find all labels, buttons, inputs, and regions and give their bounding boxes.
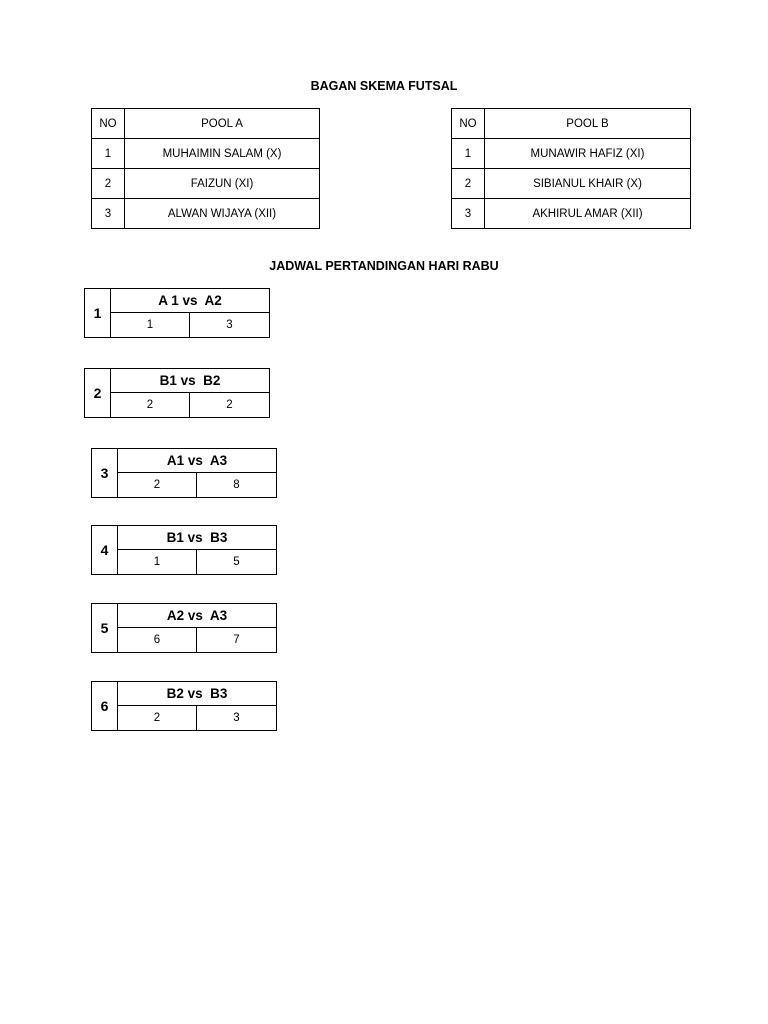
row-number: 1 [452, 139, 485, 169]
player-name: SIBIANUL KHAIR (X) [485, 169, 691, 199]
row-number: 1 [92, 139, 125, 169]
match-title: B1 vs B2 [111, 369, 269, 393]
match-number: 4 [92, 526, 118, 574]
score-right: 3 [226, 319, 233, 331]
player-name: MUNAWIR HAFIZ (XI) [485, 139, 691, 169]
match-box [91, 681, 277, 731]
score-left: 6 [118, 628, 197, 652]
player-name: MUHAIMIN SALAM (X) [125, 139, 320, 169]
score-right: 7 [233, 634, 240, 646]
match-number: 2 [85, 369, 111, 417]
table-header-row [92, 109, 320, 139]
table-row [452, 169, 691, 199]
table-header-row [452, 109, 691, 139]
player-name: ALWAN WIJAYA (XII) [125, 199, 320, 229]
table-row [92, 169, 320, 199]
match-number: 3 [92, 449, 118, 497]
score-left: 1 [118, 550, 197, 574]
page-title: BAGAN SKEMA FUTSAL [310, 79, 458, 93]
column-header-pool-a: POOL A [125, 109, 320, 139]
score-left: 2 [111, 393, 190, 417]
score-right: 3 [233, 712, 240, 724]
match-number: 1 [85, 289, 111, 337]
column-header-pool-b: POOL B [485, 109, 691, 139]
match-box [91, 525, 277, 575]
match-box [91, 448, 277, 498]
score-right: 5 [233, 556, 240, 568]
match-title: A2 vs A3 [118, 604, 276, 628]
score-left: 1 [111, 313, 190, 337]
score-right: 2 [226, 399, 233, 411]
score-right: 8 [233, 479, 240, 491]
score-left: 2 [118, 473, 197, 497]
table-row [452, 199, 691, 229]
match-box [91, 603, 277, 653]
row-number: 3 [92, 199, 125, 229]
pool-b-table [451, 108, 691, 229]
match-title: A 1 vs A2 [111, 289, 269, 313]
match-number: 5 [92, 604, 118, 652]
schedule-title: JADWAL PERTANDINGAN HARI RABU [269, 259, 499, 273]
match-title: A1 vs A3 [118, 449, 276, 473]
match-title: B1 vs B3 [118, 526, 276, 550]
score-left: 2 [118, 706, 197, 730]
player-name: AKHIRUL AMAR (XII) [485, 199, 691, 229]
match-title: B2 vs B3 [118, 682, 276, 706]
column-header-no: NO [92, 109, 125, 139]
pool-a-table [91, 108, 320, 229]
row-number: 2 [92, 169, 125, 199]
column-header-no: NO [452, 109, 485, 139]
row-number: 2 [452, 169, 485, 199]
match-box [84, 288, 270, 338]
match-box [84, 368, 270, 418]
table-row [92, 199, 320, 229]
table-row [452, 139, 691, 169]
player-name: FAIZUN (XI) [125, 169, 320, 199]
match-number: 6 [92, 682, 118, 730]
table-row [92, 139, 320, 169]
row-number: 3 [452, 199, 485, 229]
